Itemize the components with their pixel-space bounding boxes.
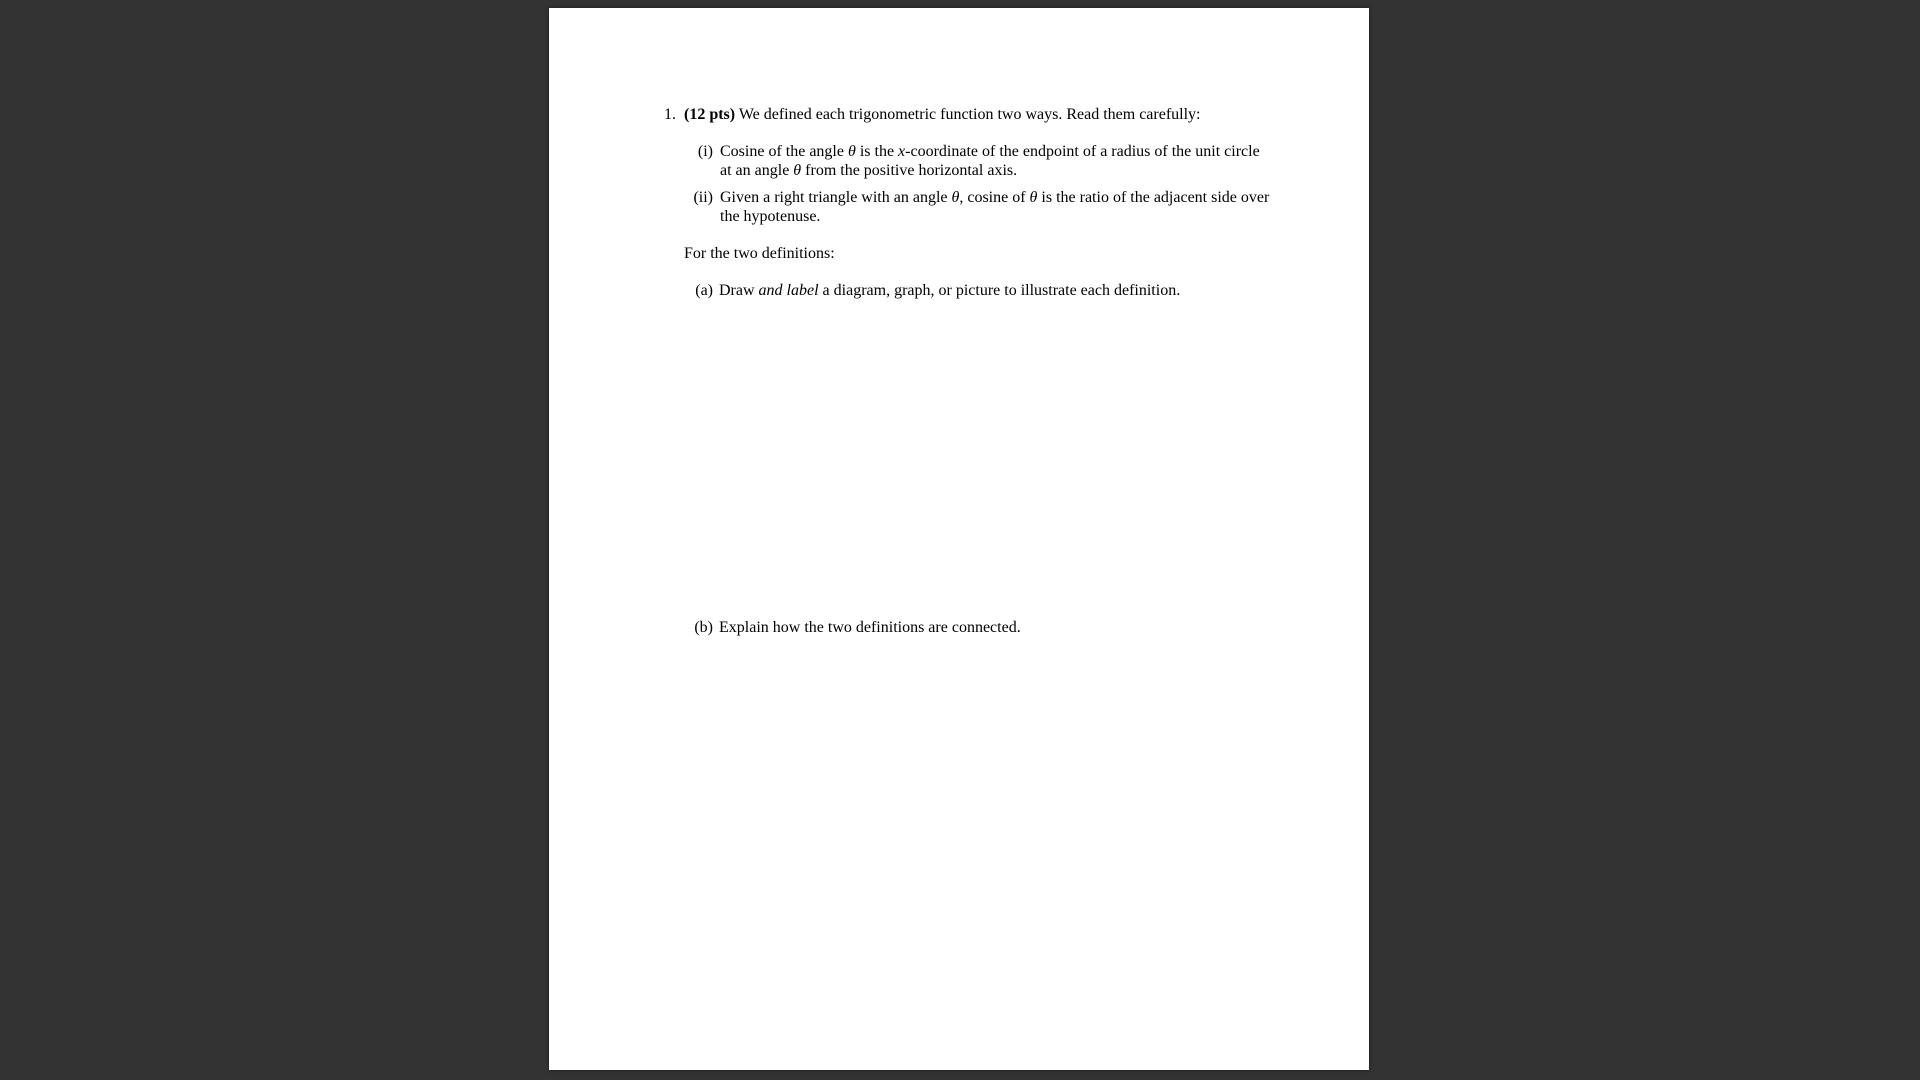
document-page xyxy=(549,8,1369,1070)
part-b-label: (b) xyxy=(694,619,713,636)
part-a-label: (a) xyxy=(695,282,713,299)
definition-i-label: (i) xyxy=(697,143,713,160)
question-intro-text: We defined each trigonometric function two ways. Read them carefully: xyxy=(738,106,1201,123)
definition-ii-line1: Given a right triangle with an angle θ, cosine of θ is the ratio of the adjacent side over xyxy=(720,189,1270,206)
question-points: (12 pts) xyxy=(684,106,736,123)
definitions-prompt: For the two definitions: xyxy=(684,245,835,262)
definition-i-line1: Cosine of the angle θ is the x-coordinate of the endpoint of a radius of the unit circle xyxy=(720,143,1260,160)
part-b-text: Explain how the two definitions are connected. xyxy=(719,619,1021,636)
part-a-text: Draw and label a diagram, graph, or picture to illustrate each definition. xyxy=(719,282,1181,299)
question-intro xyxy=(684,105,1200,124)
definition-ii-label: (ii) xyxy=(693,189,713,206)
definition-ii-line2: the hypotenuse. xyxy=(720,208,821,225)
definition-i-line2: at an angle θ from the positive horizontal axis. xyxy=(720,162,1018,179)
question-number: 1. xyxy=(664,106,676,123)
